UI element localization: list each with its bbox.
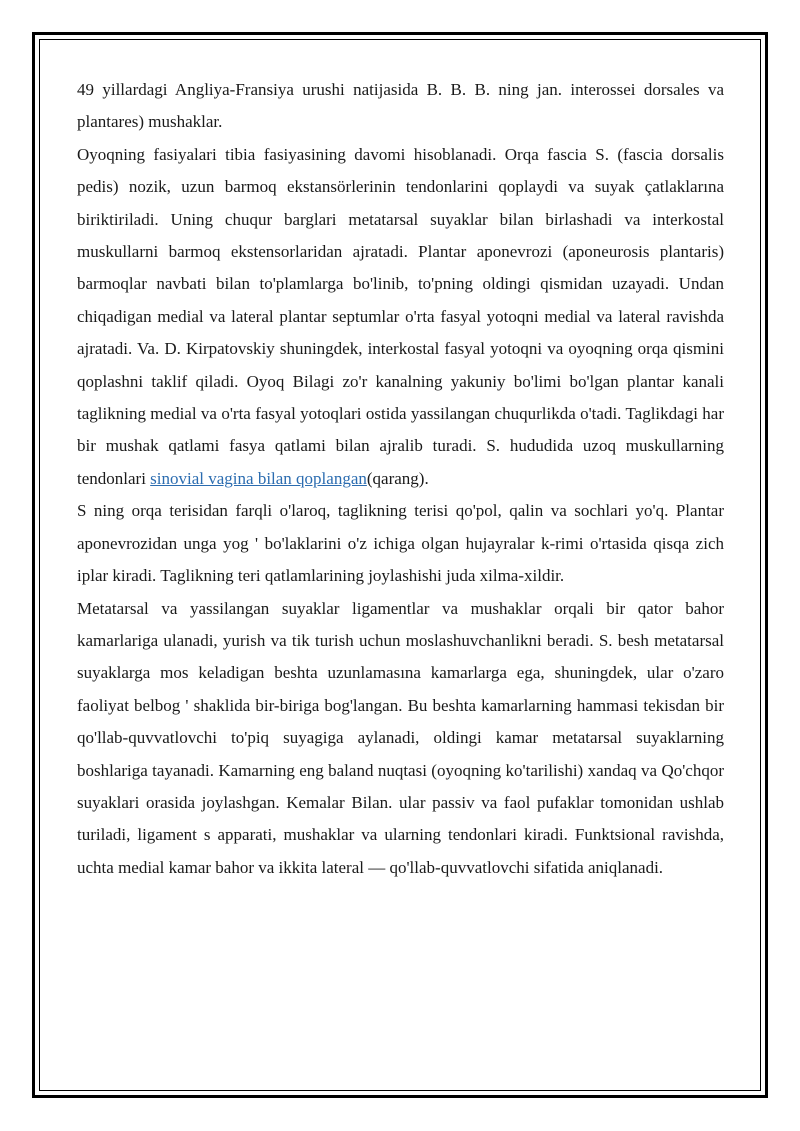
paragraph-4 xyxy=(77,593,724,885)
paragraph-2-text: Oyoqning fasiyalari tibia fasiyasining davomi hisoblanadi. Orqa fascia S. (fascia dorsalis pedis) nozik, uzun barmoq ekstansörlerinin tendonlarini qoplaydi va suyak çatlaklarına biriktiriladi. Uning chuqur barglari metatarsal suyaklar bilan birlashadi va interkostal muskullarni barmoq ekstensorlaridan ajratadi. Plantar aponevrozi (aponeurosis plantaris) barmoqlar navbati bilan to'plamlarga bo'linib, to'pning oldingi qismidan uzayadi. Undan chiqadigan medial va lateral plantar septumlar o'rta fasyal yotoqni medial va lateral ravishda ajratadi. Va. D. Kirpatovskiy shuningdek, interkostal fasyal yotoqni va oyoqning orqa qismini qoplashni taklif qiladi. Oyoq Bilagi zo'r kanalning yakuniy bo'limi bo'lgan plantar kanali taglikning medial va o'rta fasyal yotoqlari ostida yassilangan chuqurlikda o'tadi. Taglikdagi har bir mushak qatlami fasya qatlami bilan ajralib turadi. S. hududida uzoq muskullarning tendonlari xyxy=(77,144,724,488)
paragraph-2-text-end: (qarang). xyxy=(366,468,429,488)
paragraph-3-text: S ning orqa terisidan farqli o'laroq, taglikning terisi qo'pol, qalin va sochlari yo'q. Plantar aponevrozidan unga yog ' bo'laklarini o'z ichiga olgan hujayralar k-rimi o'rtasida qisqa zich iplar kiradi. Taglikning teri qatlamlarining joylashishi juda xilma-xildir. xyxy=(77,501,724,586)
paragraph-1 xyxy=(77,74,724,139)
paragraph-1-text: 49 yillardagi Angliya-Fransiya urushi natijasida B. B. B. ning jan. interossei dorsales va plantares) mushaklar. xyxy=(77,80,724,132)
paragraph-2 xyxy=(77,139,724,495)
paragraph-3 xyxy=(77,495,724,592)
synovial-vagina-link[interactable]: sinovial vagina bilan qoplangan xyxy=(150,468,367,488)
document-body xyxy=(77,74,724,884)
paragraph-4-text: Metatarsal va yassilangan suyaklar ligamentlar va mushaklar orqali bir qator bahor kamarlariga ulanadi, yurish va tik turish uchun moslashuvchanlikni beradi. S. besh metatarsal suyaklarga mos keladigan beshta uzunlamasına kamarlarga ega, shuningdek, ular o'zaro faoliyat belbog ' shaklida bir-biriga bog'langan. Bu beshta kamarlarning hammasi tekisdan bir qo'llab-quvvatlovchi to'piq suyagiga aylanadi, oldingi kamar metatarsal suyaklarning boshlariga tayanadi. Kamarning eng baland nuqtasi (oyoqning ko'tarilishi) xandaq va Qo'chqor suyaklari orasida joylashgan. Kemalar Bilan. ular passiv va faol pufaklar tomonidan ushlab turiladi, ligament s apparati, mushaklar va ularning tendonlari kiradi. Funktsional ravishda, uchta medial kamar bahor va ikkita lateral — qo'llab-quvvatlovchi sifatida aniqlanadi. xyxy=(77,598,724,877)
